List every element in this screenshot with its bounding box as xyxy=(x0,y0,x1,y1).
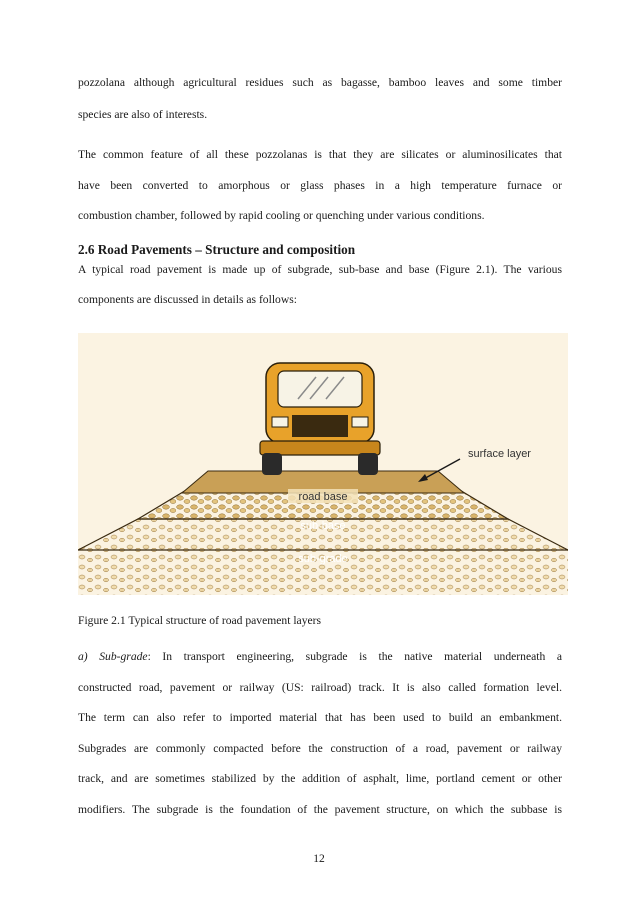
paragraph-line: Subgrades are commonly compacted before the construction of a road, pavement or railway xyxy=(78,742,562,755)
page-number: 12 xyxy=(313,852,325,865)
term-subgrade: a) Sub-grade xyxy=(78,650,148,663)
surface-layer-label: surface layer xyxy=(468,448,531,460)
sub-base-label: sub-base xyxy=(300,520,346,532)
paragraph-line: have been converted to amorphous or glass phases in a high temperature furnace or xyxy=(78,179,562,192)
paragraph-line: The term can also refer to imported material that has been used to build an embankment. xyxy=(78,711,562,724)
paragraph-line: modifiers. The subgrade is the foundation of the pavement structure, on which the subbase is xyxy=(78,803,562,816)
paragraph-line: The common feature of all these pozzolanas is that they are silicates or aluminosilicates that xyxy=(78,148,562,161)
paragraph-line: constructed road, pavement or railway (US: railroad) track. It is also called formation level. xyxy=(78,681,562,694)
section-heading: 2.6 Road Pavements – Structure and composition xyxy=(78,242,356,257)
figure-caption: Figure 2.1 Typical structure of road pavement layers xyxy=(78,614,322,627)
paragraph-text: : In transport engineering, subgrade is the native material underneath a xyxy=(147,650,562,663)
paragraph-line: combustion chamber, followed by rapid cooling or quenching under various conditions. xyxy=(78,209,485,222)
paragraph-line: species are also of interests. xyxy=(78,108,208,121)
road-base-label: road base xyxy=(298,491,348,503)
paragraph-line: track, and are sometimes stabilized by the addition of asphalt, lime, portland cement or other xyxy=(78,772,562,785)
road-pavement-figure xyxy=(78,333,568,595)
paragraph-line: pozzolana although agricultural residues such as bagasse, bamboo leaves and some timber xyxy=(78,76,562,89)
paragraph-line xyxy=(78,650,562,664)
paragraph-line: A typical road pavement is made up of subgrade, sub-base and base (Figure 2.1). The various xyxy=(78,263,562,276)
paragraph-line: components are discussed in details as follows: xyxy=(78,293,297,306)
sub-grade-label: sub-grade xyxy=(298,553,348,565)
